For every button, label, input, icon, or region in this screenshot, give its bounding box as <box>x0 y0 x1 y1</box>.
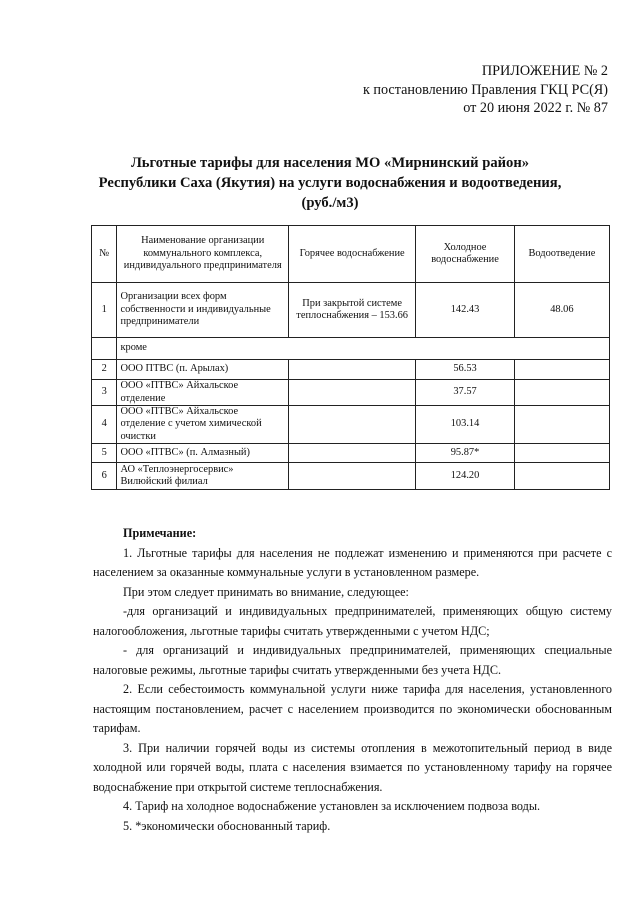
row-number: 5 <box>92 444 117 463</box>
cold-water-tariff: 37.57 <box>416 380 515 406</box>
org-name: АО «Теплоэнергосервис» Вилюйский филиал <box>117 463 289 490</box>
note-paragraph: 4. Тариф на холодное водоснабжение установлен за исключением подвоза воды. <box>123 799 541 813</box>
drainage-tariff <box>514 444 609 463</box>
title-line-3: (руб./м3) <box>301 195 359 211</box>
cold-water-tariff: 103.14 <box>416 406 515 444</box>
note-paragraph: -для организаций и индивидуальных предпринимателей, применяющих общую систему налогообложения, льготные тарифы считать утвержденными с учетом НДС; <box>93 604 612 638</box>
cold-water-tariff: 142.43 <box>416 283 515 338</box>
row-number: 3 <box>92 380 117 406</box>
header-org: Наименование организации коммунального комплекса, индивидуального предпринимателя <box>117 226 289 283</box>
drainage-tariff <box>514 380 609 406</box>
appendix-number: ПРИЛОЖЕНИЕ № 2 <box>481 63 608 79</box>
note-paragraph: 1. Льготные тарифы для населения не подлежат изменению и применяются при расчете с населением за оказанные коммунальные услуги в установленном размере. <box>93 545 612 579</box>
cold-water-tariff: 56.53 <box>416 360 515 380</box>
row-number: 2 <box>92 360 117 380</box>
empty-cell <box>92 338 117 360</box>
org-name: Организации всех форм собственности и индивидуальные предприниматели <box>117 283 289 338</box>
drainage-tariff <box>514 406 609 444</box>
note-paragraph: 5. *экономически обоснованный тариф. <box>123 818 331 833</box>
header-drain: Водоотведение <box>514 226 609 283</box>
note-paragraph: - для организаций и индивидуальных предпринимателей, применяющих специальные налоговые режимы, льготные тарифы считать утвержденными без учета НДС. <box>93 643 612 677</box>
row-number: 1 <box>92 283 117 338</box>
note-paragraph: 2. Если себестоимость коммунальной услуги ниже тарифа для населения, установленного настоящим постановлением, расчет с населением производится по экономически обоснованным тарифам. <box>93 682 612 735</box>
hot-water-tariff <box>289 406 416 444</box>
org-name: ООО «ПТВС» Айхальское отделение с учетом химической очистки <box>117 406 289 444</box>
row-number: 6 <box>92 463 117 490</box>
header-hot: Горячее водоснабжение <box>289 226 416 283</box>
table-row <box>92 360 610 380</box>
table-header-row <box>92 226 610 283</box>
header-num: № <box>92 226 117 283</box>
except-label: кроме <box>117 338 610 360</box>
hot-water-tariff <box>289 360 416 380</box>
hot-water-tariff: При закрытой системе теплоснабжения – 153.66 <box>289 283 416 338</box>
org-name: ООО «ПТВС» (п. Алмазный) <box>117 444 289 463</box>
appendix-header <box>363 62 608 118</box>
note-paragraph: 3. При наличии горячей воды из системы отопления в межотопительный период в виде холодной или горячей воды, плата с населения взимается по установленному тарифу на горячее водоснабжение при открытой системе теплоснабжения. <box>93 740 612 794</box>
appendix-resolution-ref: к постановлению Правления ГКЦ РС(Я) <box>362 81 608 98</box>
note-paragraph: При этом следует принимать во внимание, следующее: <box>123 584 409 599</box>
drainage-tariff <box>514 463 609 490</box>
hot-water-tariff <box>289 380 416 406</box>
cold-water-tariff: 124.20 <box>416 463 515 490</box>
title-line-2: Республики Саха (Якутия) на услуги водоснабжения и водоотведения, <box>98 175 562 191</box>
tariff-table <box>91 225 610 490</box>
drainage-tariff: 48.06 <box>514 283 609 338</box>
org-name: ООО ПТВС (п. Арылах) <box>117 360 289 380</box>
appendix-date: от 20 июня 2022 г. № 87 <box>463 100 608 116</box>
notes-section <box>93 524 612 836</box>
drainage-tariff <box>514 360 609 380</box>
title-line-1: Льготные тарифы для населения МО «Мирнинский район» <box>130 155 530 171</box>
table-row <box>92 380 610 406</box>
hot-water-tariff <box>289 444 416 463</box>
table-row <box>92 283 610 338</box>
notes-heading: Примечание: <box>123 526 197 540</box>
org-name: ООО «ПТВС» Айхальское отделение <box>117 380 289 406</box>
table-row <box>92 406 610 444</box>
hot-water-tariff <box>289 463 416 490</box>
cold-water-tariff: 95.87* <box>416 444 515 463</box>
table-row <box>92 463 610 490</box>
table-row-except <box>92 338 610 360</box>
header-cold: Холодное водоснабжение <box>416 226 515 283</box>
row-number: 4 <box>92 406 117 444</box>
table-row <box>92 444 610 463</box>
document-title <box>40 153 620 213</box>
